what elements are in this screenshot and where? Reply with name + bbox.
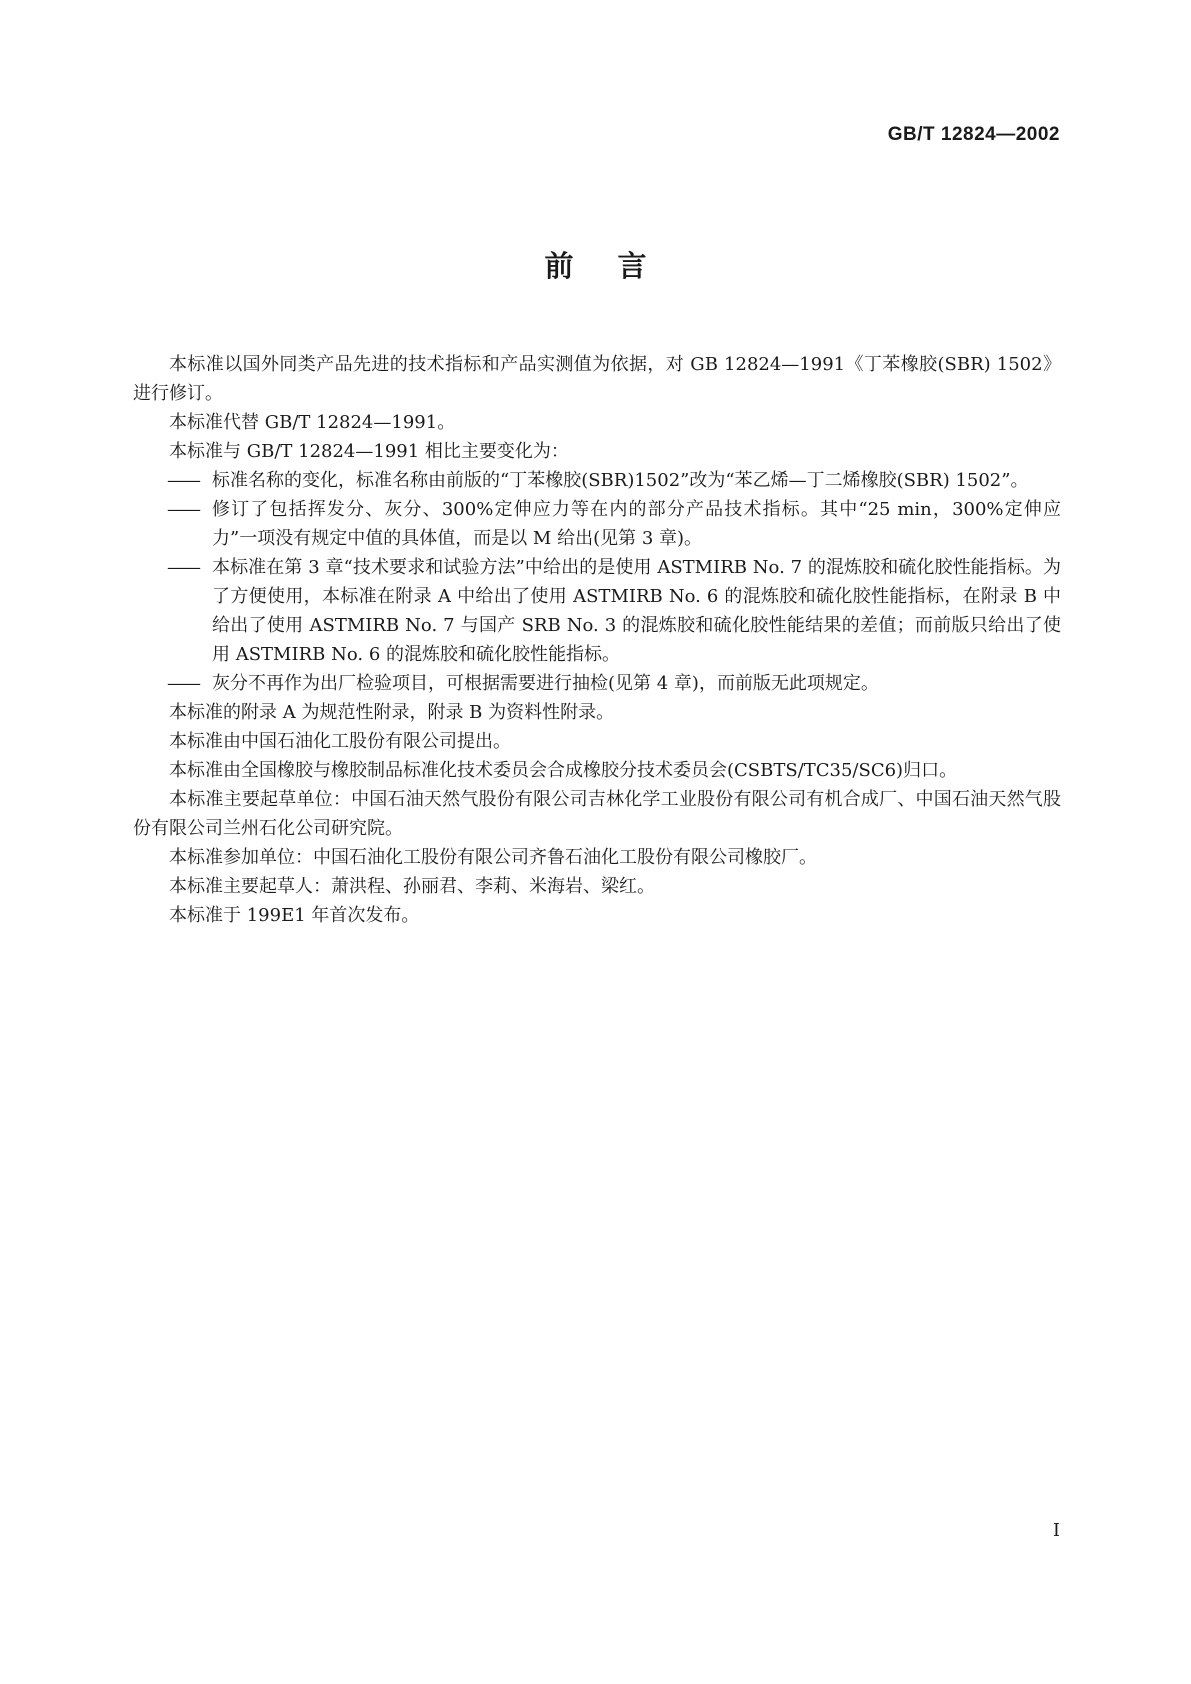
change-item-text: 标准名称的变化，标准名称由前版的“丁苯橡胶(SBR)1502”改为“苯乙烯—丁二烯橡胶(SBR) 1502”。 — [212, 470, 1029, 491]
paragraph-proposer: 本标准由中国石油化工股份有限公司提出。 — [169, 731, 511, 752]
dash-marker: —— — [167, 557, 199, 578]
page-number: I — [1052, 1520, 1060, 1541]
paragraph-first-issue: 本标准于 199E1 年首次发布。 — [169, 905, 420, 926]
dash-marker: —— — [167, 499, 199, 520]
change-item-text: 修订了包括挥发分、灰分、300%定伸应力等在内的部分产品技术指标。其中“25 min，300%定伸应力”一项没有规定中值的具体值，而是以 M 给出(见第 3 章)。 — [212, 499, 1061, 549]
change-item — [133, 466, 1061, 495]
change-item — [133, 553, 1061, 669]
dash-marker: —— — [167, 470, 199, 491]
change-item-text: 灰分不再作为出厂检验项目，可根据需要进行抽检(见第 4 章)，而前版无此项规定。 — [212, 673, 879, 694]
document-body — [133, 350, 1061, 930]
paragraph-drafting-units: 本标准主要起草单位：中国石油天然气股份有限公司吉林化学工业股份有限公司有机合成厂、中国石油天然气股份有限公司兰州石化公司研究院。 — [133, 789, 1061, 839]
paragraph-drafters: 本标准主要起草人：萧洪程、孙丽君、李莉、米海岩、梁红。 — [169, 876, 655, 897]
paragraph-basis: 本标准以国外同类产品先进的技术指标和产品实测值为依据，对 GB 12824—1991《丁苯橡胶(SBR) 1502》进行修订。 — [133, 354, 1061, 404]
paragraph-committee: 本标准由全国橡胶与橡胶制品标准化技术委员会合成橡胶分技术委员会(CSBTS/TC35/SC6)归口。 — [169, 760, 958, 781]
change-item — [133, 669, 1061, 698]
page-title: 前言 — [544, 249, 691, 283]
paragraph-annexes: 本标准的附录 A 为规范性附录，附录 B 为资料性附录。 — [169, 702, 615, 723]
paragraph-participating-units: 本标准参加单位：中国石油化工股份有限公司齐鲁石油化工股份有限公司橡胶厂。 — [169, 847, 817, 868]
paragraph-changes-intro: 本标准与 GB/T 12824—1991 相比主要变化为： — [169, 441, 569, 462]
dash-marker: —— — [167, 673, 199, 694]
change-item — [133, 495, 1061, 553]
paragraph-replaces: 本标准代替 GB/T 12824—1991。 — [169, 412, 456, 433]
change-item-text: 本标准在第 3 章“技术要求和试验方法”中给出的是使用 ASTMIRB No. 7 的混炼胶和硫化胶性能指标。为了方便使用，本标准在附录 A 中给出了使用 ASTMIRB No. 6 的混炼胶和硫化胶性能指标，在附录 B 中给出了使用 ASTMIRB No. 7 与国产 SRB No. 3 的混炼胶和硫化胶性能结果的差值；而前版只给出了使用 ASTMIRB No. 6 的混炼胶和硫化胶性能指标。 — [212, 557, 1061, 665]
standard-code: GB/T 12824—2002 — [887, 124, 1060, 145]
